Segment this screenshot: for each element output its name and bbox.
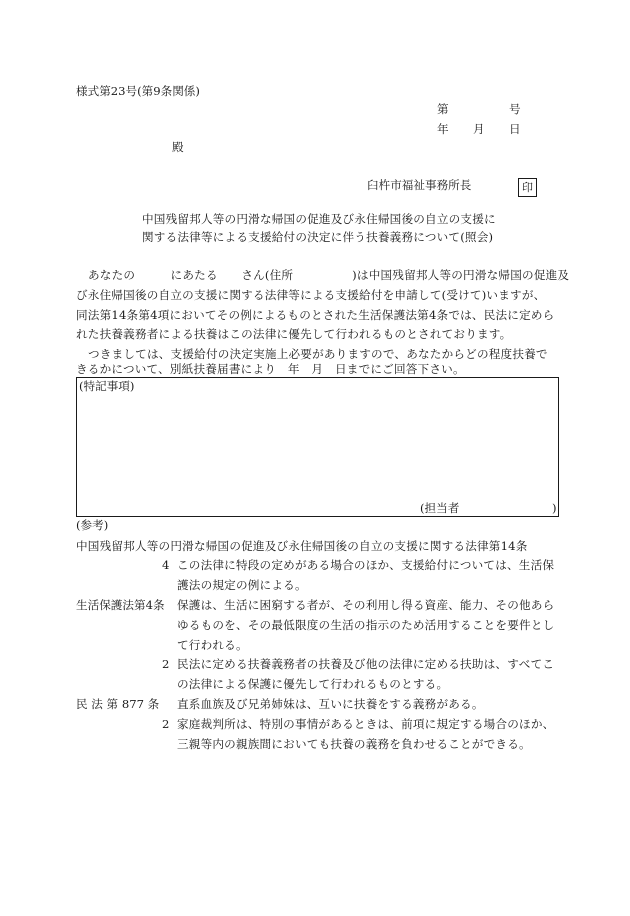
article-text: の法律による保護に優先して行われるものとする。: [177, 677, 449, 691]
article-text: 保護は、生活に困窮する者が、その利用し得る資産、能力、その他あら: [177, 598, 555, 612]
article-text: 民法に定める扶養義務者の扶養及び他の法律に定める扶助は、すべてこ: [177, 657, 555, 671]
body-line: び永住帰国後の自立の支援に関する法律等による支援給付を申請して(受けて)いますが、: [76, 288, 546, 302]
article-text: 家庭裁判所は、特別の事情があるときは、前項に規定する場合のほか、: [177, 717, 555, 731]
article-text: ゆるものを、その最低限度の生活の指示のため活用することを要件とし: [177, 618, 555, 632]
addressee-suffix: 殿: [172, 140, 184, 154]
doc-number-dai: 第: [437, 102, 449, 116]
article-text: この法律に特段の定めがある場合のほか、支援給付については、生活保: [177, 558, 555, 572]
date-year: 年: [437, 122, 449, 136]
form-number: 様式第23号(第9条関係): [76, 84, 200, 98]
person-in-charge: (担当者 ): [420, 501, 557, 515]
reference-label: (参考): [76, 518, 109, 532]
date-day: 日: [509, 122, 521, 136]
article-number: 2: [162, 717, 170, 731]
article-text: 三親等内の親族間においても扶養の義務を負わせることができる。: [177, 737, 531, 751]
title-line-2: 関する法律等による支援給付の決定に伴う扶養義務について(照会): [142, 230, 494, 244]
special-notes-label: (特記事項): [79, 379, 135, 393]
article-number: 2: [162, 657, 170, 671]
date-month: 月: [473, 122, 485, 136]
body-line: きるかについて、別紙扶養届書により 年 月 日までにご回答下さい。: [76, 362, 465, 376]
special-notes-box: [76, 377, 559, 517]
body-line: あなたの にあたる さん(住所 )は中国残留邦人等の円滑な帰国の促進及: [88, 268, 570, 282]
seal-mark: 印: [518, 178, 537, 197]
civil-law-label: 民 法 第 877 条: [76, 697, 160, 711]
article-text: て行われる。: [177, 638, 248, 652]
article-text: 護法の規定の例による。: [177, 578, 307, 592]
issuer: 臼杵市福祉事務所長: [367, 178, 472, 192]
article-text: 直系血族及び兄弟姉妹は、互いに扶養をする義務がある。: [177, 697, 484, 711]
law-title: 中国残留邦人等の円滑な帰国の促進及び永住帰国後の自立の支援に関する法律第14条: [76, 539, 528, 553]
body-line: つきましては、支援給付の決定実施上必要がありますので、あなたからどの程度扶養で: [88, 347, 548, 361]
body-line: 同法第14条第4項においてその例によるものとされた生活保護法第4条では、民法に定めら: [76, 308, 555, 322]
doc-number-go: 号: [509, 102, 521, 116]
title-line-1: 中国残留邦人等の円滑な帰国の促進及び永住帰国後の自立の支援に: [142, 212, 496, 226]
body-line: れた扶養義務者による扶養はこの法律に優先して行われるものとされております。: [76, 327, 512, 341]
welfare-law-label: 生活保護法第4条: [76, 598, 165, 612]
article-number: 4: [162, 558, 170, 572]
